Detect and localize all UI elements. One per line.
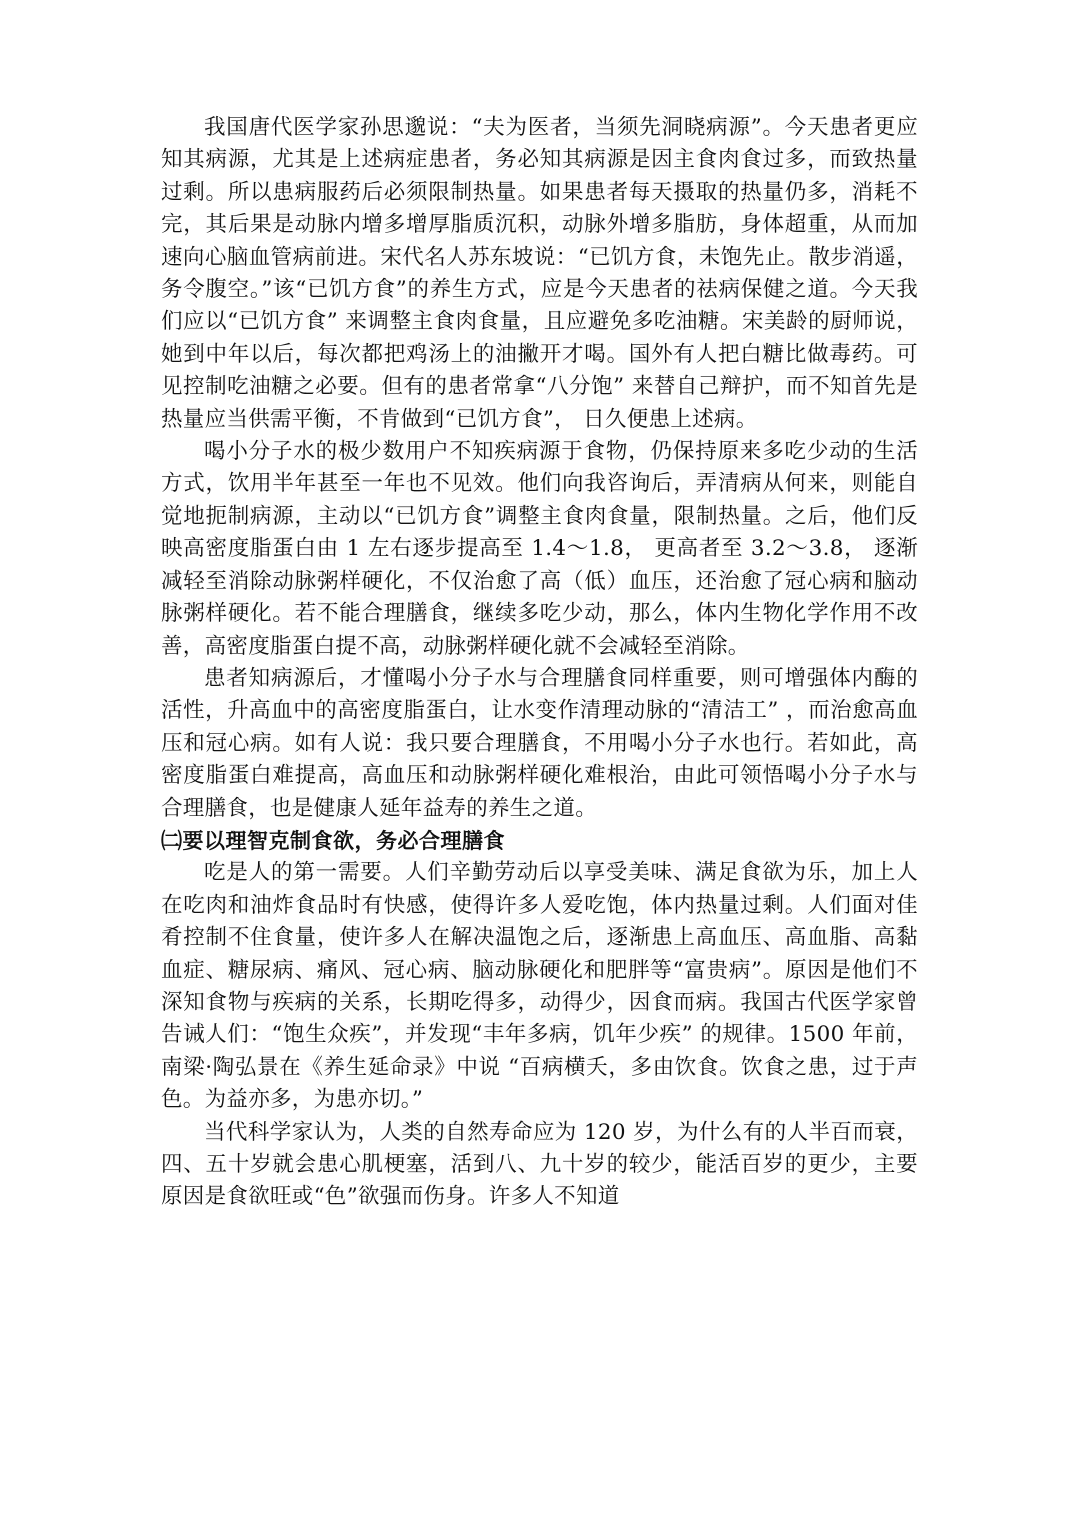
document-page	[161, 112, 918, 1214]
paragraph-small-molecule-water-users: 喝小分子水的极少数用户不知疾病源于食物，仍保持原来多吃少动的生活方式，饮用半年甚至一年也不见效。他们向我咨询后，弄清病从何来，则能自觉地扼制病源，主动以“已饥方食”调整主食肉食量，限制热量。之后，他们反映高密度脂蛋白由 1 左右逐步提高至 1.4～1.8， 更高者至 3.2～3.8， 逐渐减轻至消除动脉粥样硬化，不仅治愈了高（低）血压，还治愈了冠心病和脑动脉粥样硬化。若不能合理膳食，继续多吃少动，那么，体内生物化学作用不改善，高密度脂蛋白提不高，动脉粥样硬化就不会减轻至消除。	[161, 439, 918, 659]
paragraph-natural-lifespan: 当代科学家认为，人类的自然寿命应为 120 岁，为什么有的人半百而衰，四、五十岁就会患心肌梗塞，活到八、九十岁的较少，能活百岁的更少，主要原因是食欲旺或“色”欲强而伤身。许多人不知道	[161, 1119, 918, 1210]
paragraph-water-and-diet: 患者知病源后，才懂喝小分子水与合理膳食同样重要，则可增强体内酶的活性，升高血中的高密度脂蛋白，让水变作清理动脉的“清洁工” ，而治愈高血压和冠心病。如有人说：我只要合理膳食，不用喝小分子水也行。若如此，高密度脂蛋白难提高，高血压和动脉粥样硬化难根治，由此可领悟喝小分子水与合理膳食，也是健康人延年益寿的养生之道。	[161, 665, 918, 821]
paragraph-eating-first-need: 吃是人的第一需要。人们辛勤劳动后以享受美味、满足食欲为乐，加上人在吃肉和油炸食品时有快感，使得许多人爱吃饱，体内热量过剩。人们面对佳肴控制不住食量，使许多人在解决温饱之后，逐渐患上高血压、高血脂、高黏血症、糖尿病、痛风、冠心病、脑动脉硬化和肥胖等“富贵病”。原因是他们不深知食物与疾病的关系，长期吃得多，动得少，因食而病。我国古代医学家曾告诫人们：“饱生众疾”，并发现“丰年多病，饥年少疾” 的规律。1500 年前，南梁·陶弘景在《养生延命录》中说 “百病横夭，多由饮食。饮食之患，过于声色。为益亦多，为患亦切。”	[161, 860, 918, 1113]
paragraph-sun-simiao: 我国唐代医学家孙思邈说：“夫为医者，当须先洞晓病源”。今天患者更应知其病源，尤其是上述病症患者，务必知其病源是因主食肉食过多，而致热量过剩。所以患病服药后必须限制热量。如果患者每天摄取的热量仍多，消耗不完，其后果是动脉内增多增厚脂质沉积，动脉外增多脂肪，身体超重，从而加速向心脑血管病前进。宋代名人苏东坡说：“已饥方食，未饱先止。散步消遥，务令腹空。”该“已饥方食”的养生方式，应是今天患者的祛病保健之道。今天我们应以“已饥方食” 来调整主食肉食量，且应避免多吃油糖。宋美龄的厨师说，她到中年以后，每次都把鸡汤上的油撇开才喝。国外有人把白糖比做毒药。可见控制吃油糖之必要。但有的患者常拿“八分饱” 来替自己辩护，而不知首先是热量应当供需平衡，不肯做到“已饥方食”， 日久便患上述病。	[161, 115, 918, 432]
section-heading: ㈡要以理智克制食欲，务必合理膳食	[161, 828, 505, 853]
